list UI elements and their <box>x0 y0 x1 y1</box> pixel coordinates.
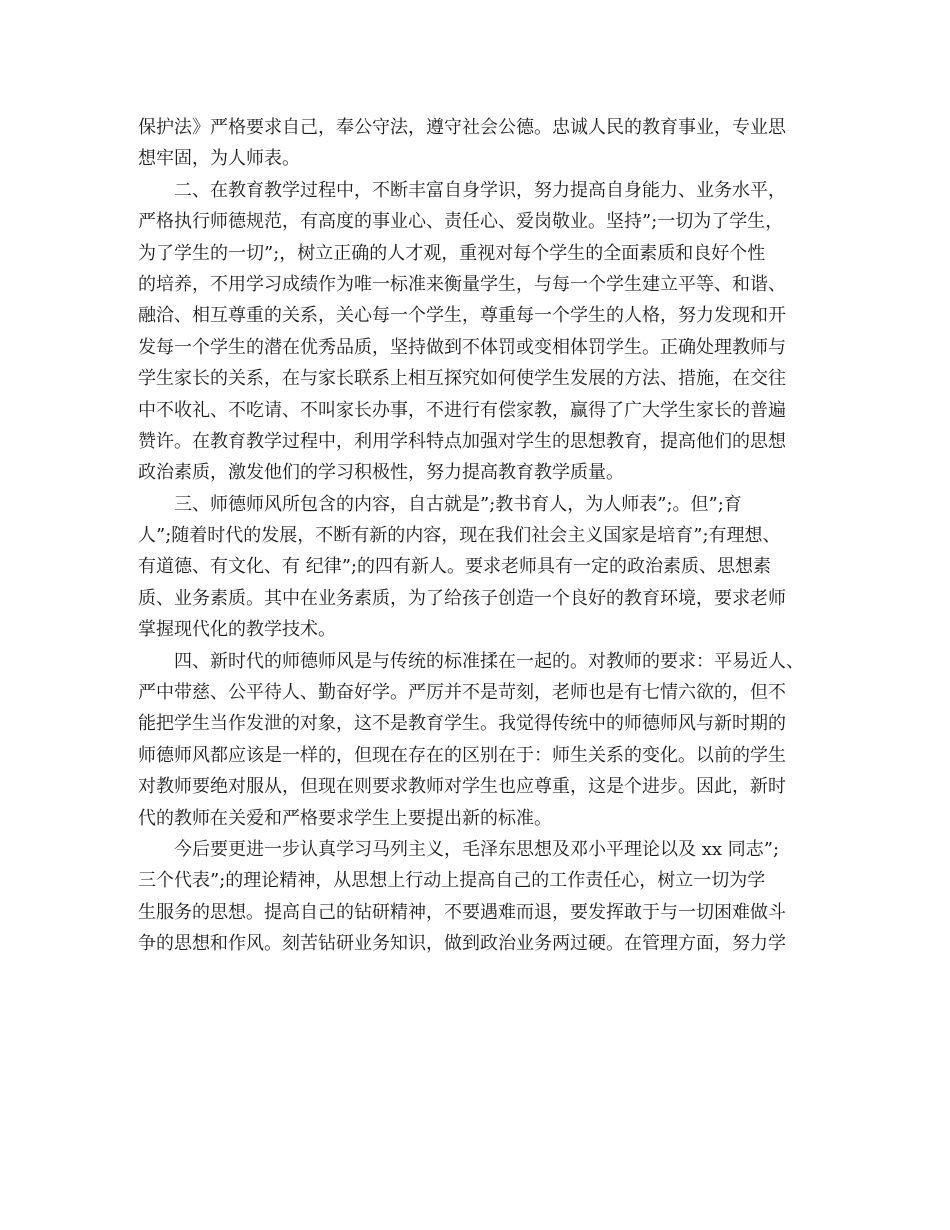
paragraph-start-line: 今后要更进一步认真学习马列主义，毛泽东思想及邓小平理论以及 xx 同志”; <box>174 838 780 860</box>
document-body <box>138 112 828 960</box>
text-line: 赞许。在教育教学过程中，利用学科特点加强对学生的思想教育，提高他们的思想 <box>138 430 786 452</box>
text-line: 保护法》严格要求自己，奉公守法，遵守社会公德。忠诚人民的教育事业，专业思 <box>138 117 786 138</box>
text-line: 的培养，不用学习成绩作为唯一标准来衡量学生，与每一个学生建立平等、和谐、 <box>138 273 786 295</box>
text-line: 融洽、相互尊重的关系，关心每一个学生，尊重每一个学生的人格，努力发现和开 <box>138 305 786 327</box>
text-line: 代的教师在关爱和严格要求学生上要提出新的标准。 <box>138 807 552 829</box>
text-line: 政治素质，激发他们的学习积极性，努力提高教育教学质量。 <box>138 462 624 484</box>
text-line: 师德师风都应该是一样的，但现在存在的区别在于：师生关系的变化。以前的学生 <box>138 744 786 766</box>
text-line: 中不收礼、不吃请、不叫家长办事，不进行有偿家教，赢得了广大学生家长的普遍 <box>138 399 786 421</box>
text-line: 为了学生的一切”;，树立正确的人才观，重视对每个学生的全面素质和良好个性 <box>138 242 766 264</box>
text-line: 三个代表”;的理论精神，从思想上行动上提高自己的工作责任心，树立一切为学 <box>138 870 766 892</box>
text-line: 有道德、有文化、有 纪律”;的四有新人。要求老师具有一定的政治素质、思想素 <box>138 556 771 578</box>
text-line: 生服务的思想。提高自己的钻研精神，不要遇难而退，要发挥敢于与一切困难做斗 <box>138 901 786 923</box>
text-line: 掌握现代化的教学技术。 <box>138 619 336 641</box>
text-line: 严中带慈、公平待人、勤奋好学。严厉并不是苛刻，老师也是有七情六欲的，但不 <box>138 682 786 704</box>
text-line: 严格执行师德规范，有高度的事业心、责任心、爱岗敬业。坚持”;一切为了学生， <box>138 211 784 233</box>
text-line: 对教师要绝对服从，但现在则要求教师对学生也应尊重，这是个进步。因此，新时 <box>138 776 786 798</box>
text-line: 质、业务素质。其中在业务素质，为了给孩子创造一个良好的教育环境，要求老师 <box>138 587 786 609</box>
text-line: 发每一个学生的潜在优秀品质，坚持做到不体罚或变相体罚学生。正确处理教师与 <box>138 336 786 358</box>
paragraph-start-line: 二、在教育教学过程中，不断丰富自身学识，努力提高自身能力、业务水平， <box>174 179 786 201</box>
text-line: 想牢固，为人师表。 <box>138 148 300 170</box>
paragraph-start-line: 三、师德师风所包含的内容，自古就是”;教书育人，为人师表”;。但”;育 <box>174 493 742 515</box>
text-line: 能把学生当作发泄的对象，这不是教育学生。我觉得传统中的师德师风与新时期的 <box>138 713 786 735</box>
text-line: 学生家长的关系，在与家长联系上相互探究如何使学生发展的方法、措施，在交往 <box>138 368 786 390</box>
text-line: 人”;随着时代的发展，不断有新的内容，现在我们社会主义国家是培育”;有理想、 <box>138 525 781 547</box>
text-line: 争的思想和作风。刻苦钻研业务知识，做到政治业务两过硬。在管理方面，努力学 <box>138 933 786 955</box>
paragraph-start-line: 四、新时代的师德师风是与传统的标准揉在一起的。对教师的要求：平易近人、 <box>174 650 804 672</box>
